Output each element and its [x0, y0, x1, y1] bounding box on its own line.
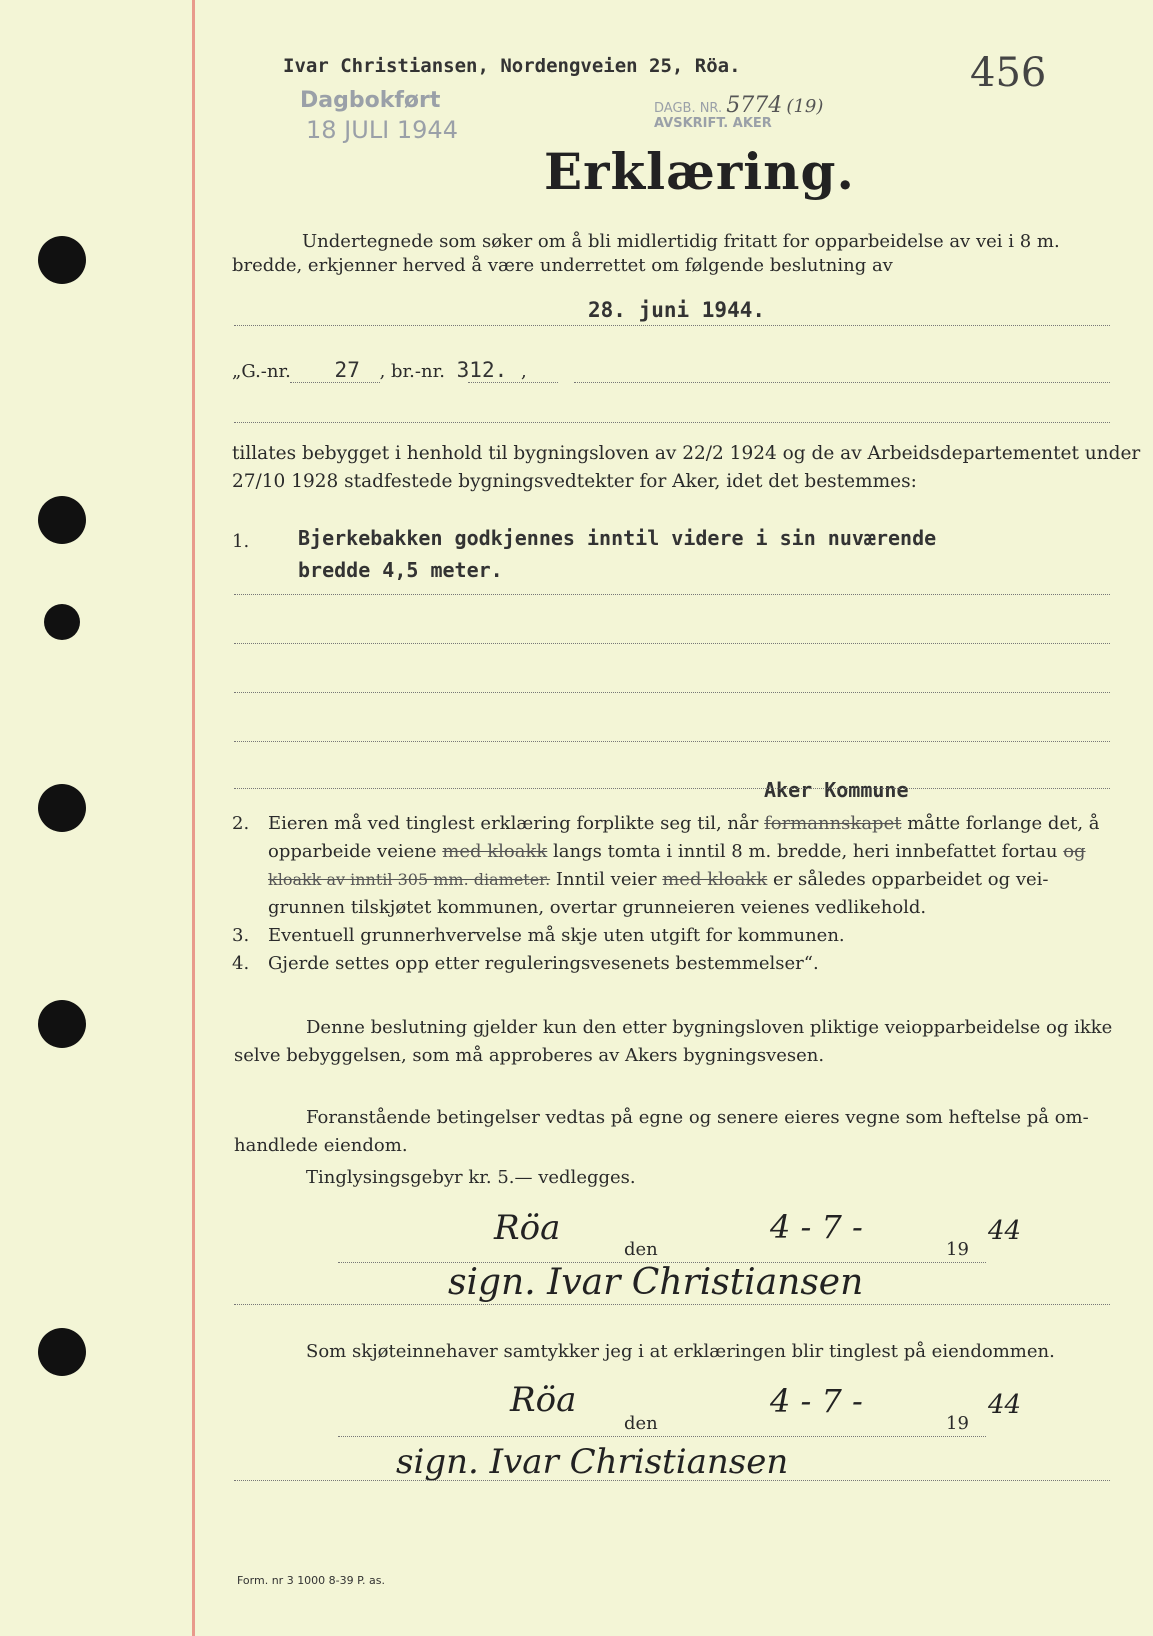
sign-1-year-prefix: 19 — [946, 1239, 969, 1260]
sign-1-signature: sign. Ivar Christiansen — [448, 1262, 864, 1303]
dotted-line — [234, 788, 1110, 789]
item-1-typed-line-2: bredde 4,5 meter. — [298, 558, 503, 582]
item-2-line-2-a: opparbeide veiene — [268, 841, 437, 862]
gnr-value: 27 — [334, 358, 360, 382]
fee-line: Tinglysingsgebyr kr. 5.— vedlegges. — [306, 1167, 636, 1188]
dotted-line — [234, 1480, 1110, 1481]
dotted-line — [234, 422, 1110, 423]
sign-1-den: den — [624, 1239, 658, 1260]
sign-2-date: 4 - 7 - — [770, 1382, 863, 1420]
stamp-date: 18 JULI 1944 — [306, 116, 458, 144]
bnr-label: , br.-nr. — [379, 361, 445, 382]
item-2-line-3-a: Inntil veier — [555, 869, 657, 890]
decision-date: 28. juni 1944. — [588, 298, 766, 322]
item-2-line-2-struck-2: og — [1063, 841, 1086, 862]
dotted-line — [338, 1436, 986, 1437]
gnr-label: „G.-nr. — [232, 361, 291, 382]
item-1-number: 1. — [232, 531, 250, 552]
item-2-line-3-struck: kloakk av inntil 305 mm. diameter. — [268, 870, 551, 889]
dotted-line — [234, 325, 1110, 326]
para-1-line-1: Denne beslutning gjelder kun den etter bygningsloven pliktige veiopparbeidelse og ikke — [306, 1017, 1113, 1038]
sign-2-place: Röa — [510, 1380, 577, 1420]
item-2-line-1-b: måtte forlange det, å — [907, 813, 1100, 834]
dotted-line — [234, 692, 1110, 693]
item-2-line-2 — [268, 838, 1086, 866]
item-2-line-3 — [268, 866, 1049, 894]
punch-hole — [38, 1000, 86, 1048]
page-number: 456 — [970, 50, 1047, 96]
sign-2-year-suffix: 44 — [988, 1390, 1022, 1420]
stamp-dagb-number: 5774 — [726, 93, 783, 118]
punch-hole — [38, 236, 86, 284]
item-3-text: Eventuell grunnerhvervelse må skje uten utgift for kommunen. — [268, 925, 845, 946]
sign-2-signature: sign. Ivar Christiansen — [396, 1442, 789, 1482]
sign-1-year-suffix: 44 — [988, 1216, 1022, 1246]
punch-hole — [38, 496, 86, 544]
bnr-value: 312. — [456, 358, 508, 382]
item-3-number: 3. — [232, 925, 250, 946]
item-2-line-1 — [268, 810, 1100, 838]
dotted-line — [234, 643, 1110, 644]
item-2-line-4: grunnen tilskjøtet kommunen, overtar grunneieren veienes vedlikehold. — [268, 897, 927, 918]
typed-address: Ivar Christiansen, Nordengveien 25, Röa. — [283, 55, 741, 77]
stamp-dagb-label: DAGB. NR. — [654, 101, 723, 116]
stamp-dagb — [654, 93, 823, 118]
approval-line-2: 27/10 1928 stadfestede bygningsvedtekter for Aker, idet det bestemmes: — [232, 471, 917, 492]
item-2-line-3-struck-2: med kloakk — [662, 869, 768, 890]
aker-kommune: Aker Kommune — [764, 778, 909, 802]
item-2-line-2-b: langs tomta i inntil 8 m. bredde, heri innbefattet fortau — [553, 841, 1058, 862]
item-1-typed-line-1: Bjerkebakken godkjennes inntil videre i sin nuværende — [298, 526, 937, 550]
sign-2-year-prefix: 19 — [946, 1413, 969, 1434]
stamp-avskrift: AVSKRIFT. AKER — [654, 116, 772, 131]
item-4-text: Gjerde settes opp etter reguleringsvesenets bestemmelser“. — [268, 953, 819, 974]
punch-hole — [38, 1328, 86, 1376]
dotted-line — [290, 382, 380, 383]
dotted-line — [234, 1304, 1110, 1305]
form-footer: Form. nr 3 1000 8-39 P. as. — [237, 1574, 386, 1587]
consent-line: Som skjøteinnehaver samtykker jeg i at erklæringen blir tinglest på eiendommen. — [306, 1341, 1055, 1362]
approval-line-1: tillates bebygget i henhold til bygningsloven av 22/2 1924 og de av Arbeidsdepartementet under — [232, 443, 1141, 464]
intro-line-2: bredde, erkjenner herved å være underrettet om følgende beslutning av — [232, 255, 893, 276]
sign-1-place: Röa — [494, 1208, 561, 1248]
stamp-dagb-suffix: (19) — [786, 96, 824, 117]
punch-hole — [38, 784, 86, 832]
para-1-line-2: selve bebyggelsen, som må approberes av Akers bygningsvesen. — [234, 1045, 825, 1066]
dotted-line — [468, 382, 558, 383]
item-2-line-1-a: Eieren må ved tinglest erklæring forplikte seg til, når — [268, 813, 759, 834]
dotted-line — [234, 594, 1110, 595]
item-2-line-3-b: er således opparbeidet og vei- — [772, 869, 1049, 890]
sign-2-den: den — [624, 1413, 658, 1434]
dotted-line — [574, 382, 1110, 383]
document-title: Erklæring. — [544, 142, 855, 201]
para-2-line-2: handlede eiendom. — [234, 1135, 408, 1156]
intro-line-1: Undertegnede som søker om å bli midlertidig fritatt for opparbeidelse av vei i 8 m. — [302, 231, 1060, 252]
item-2-number: 2. — [232, 813, 250, 834]
item-2-line-1-struck: formannskapet — [764, 813, 902, 834]
item-4-number: 4. — [232, 953, 250, 974]
para-2-line-1: Foranstående betingelser vedtas på egne og senere eieres vegne som heftelse på om- — [306, 1107, 1089, 1128]
punch-hole — [44, 604, 80, 640]
property-trailing: , — [520, 361, 527, 382]
stamp-dagbokfort: Dagbokført — [300, 88, 441, 113]
margin-line — [192, 0, 195, 1636]
sign-1-date: 4 - 7 - — [770, 1208, 863, 1246]
dotted-line — [234, 741, 1110, 742]
item-2-line-2-struck: med kloakk — [442, 841, 548, 862]
